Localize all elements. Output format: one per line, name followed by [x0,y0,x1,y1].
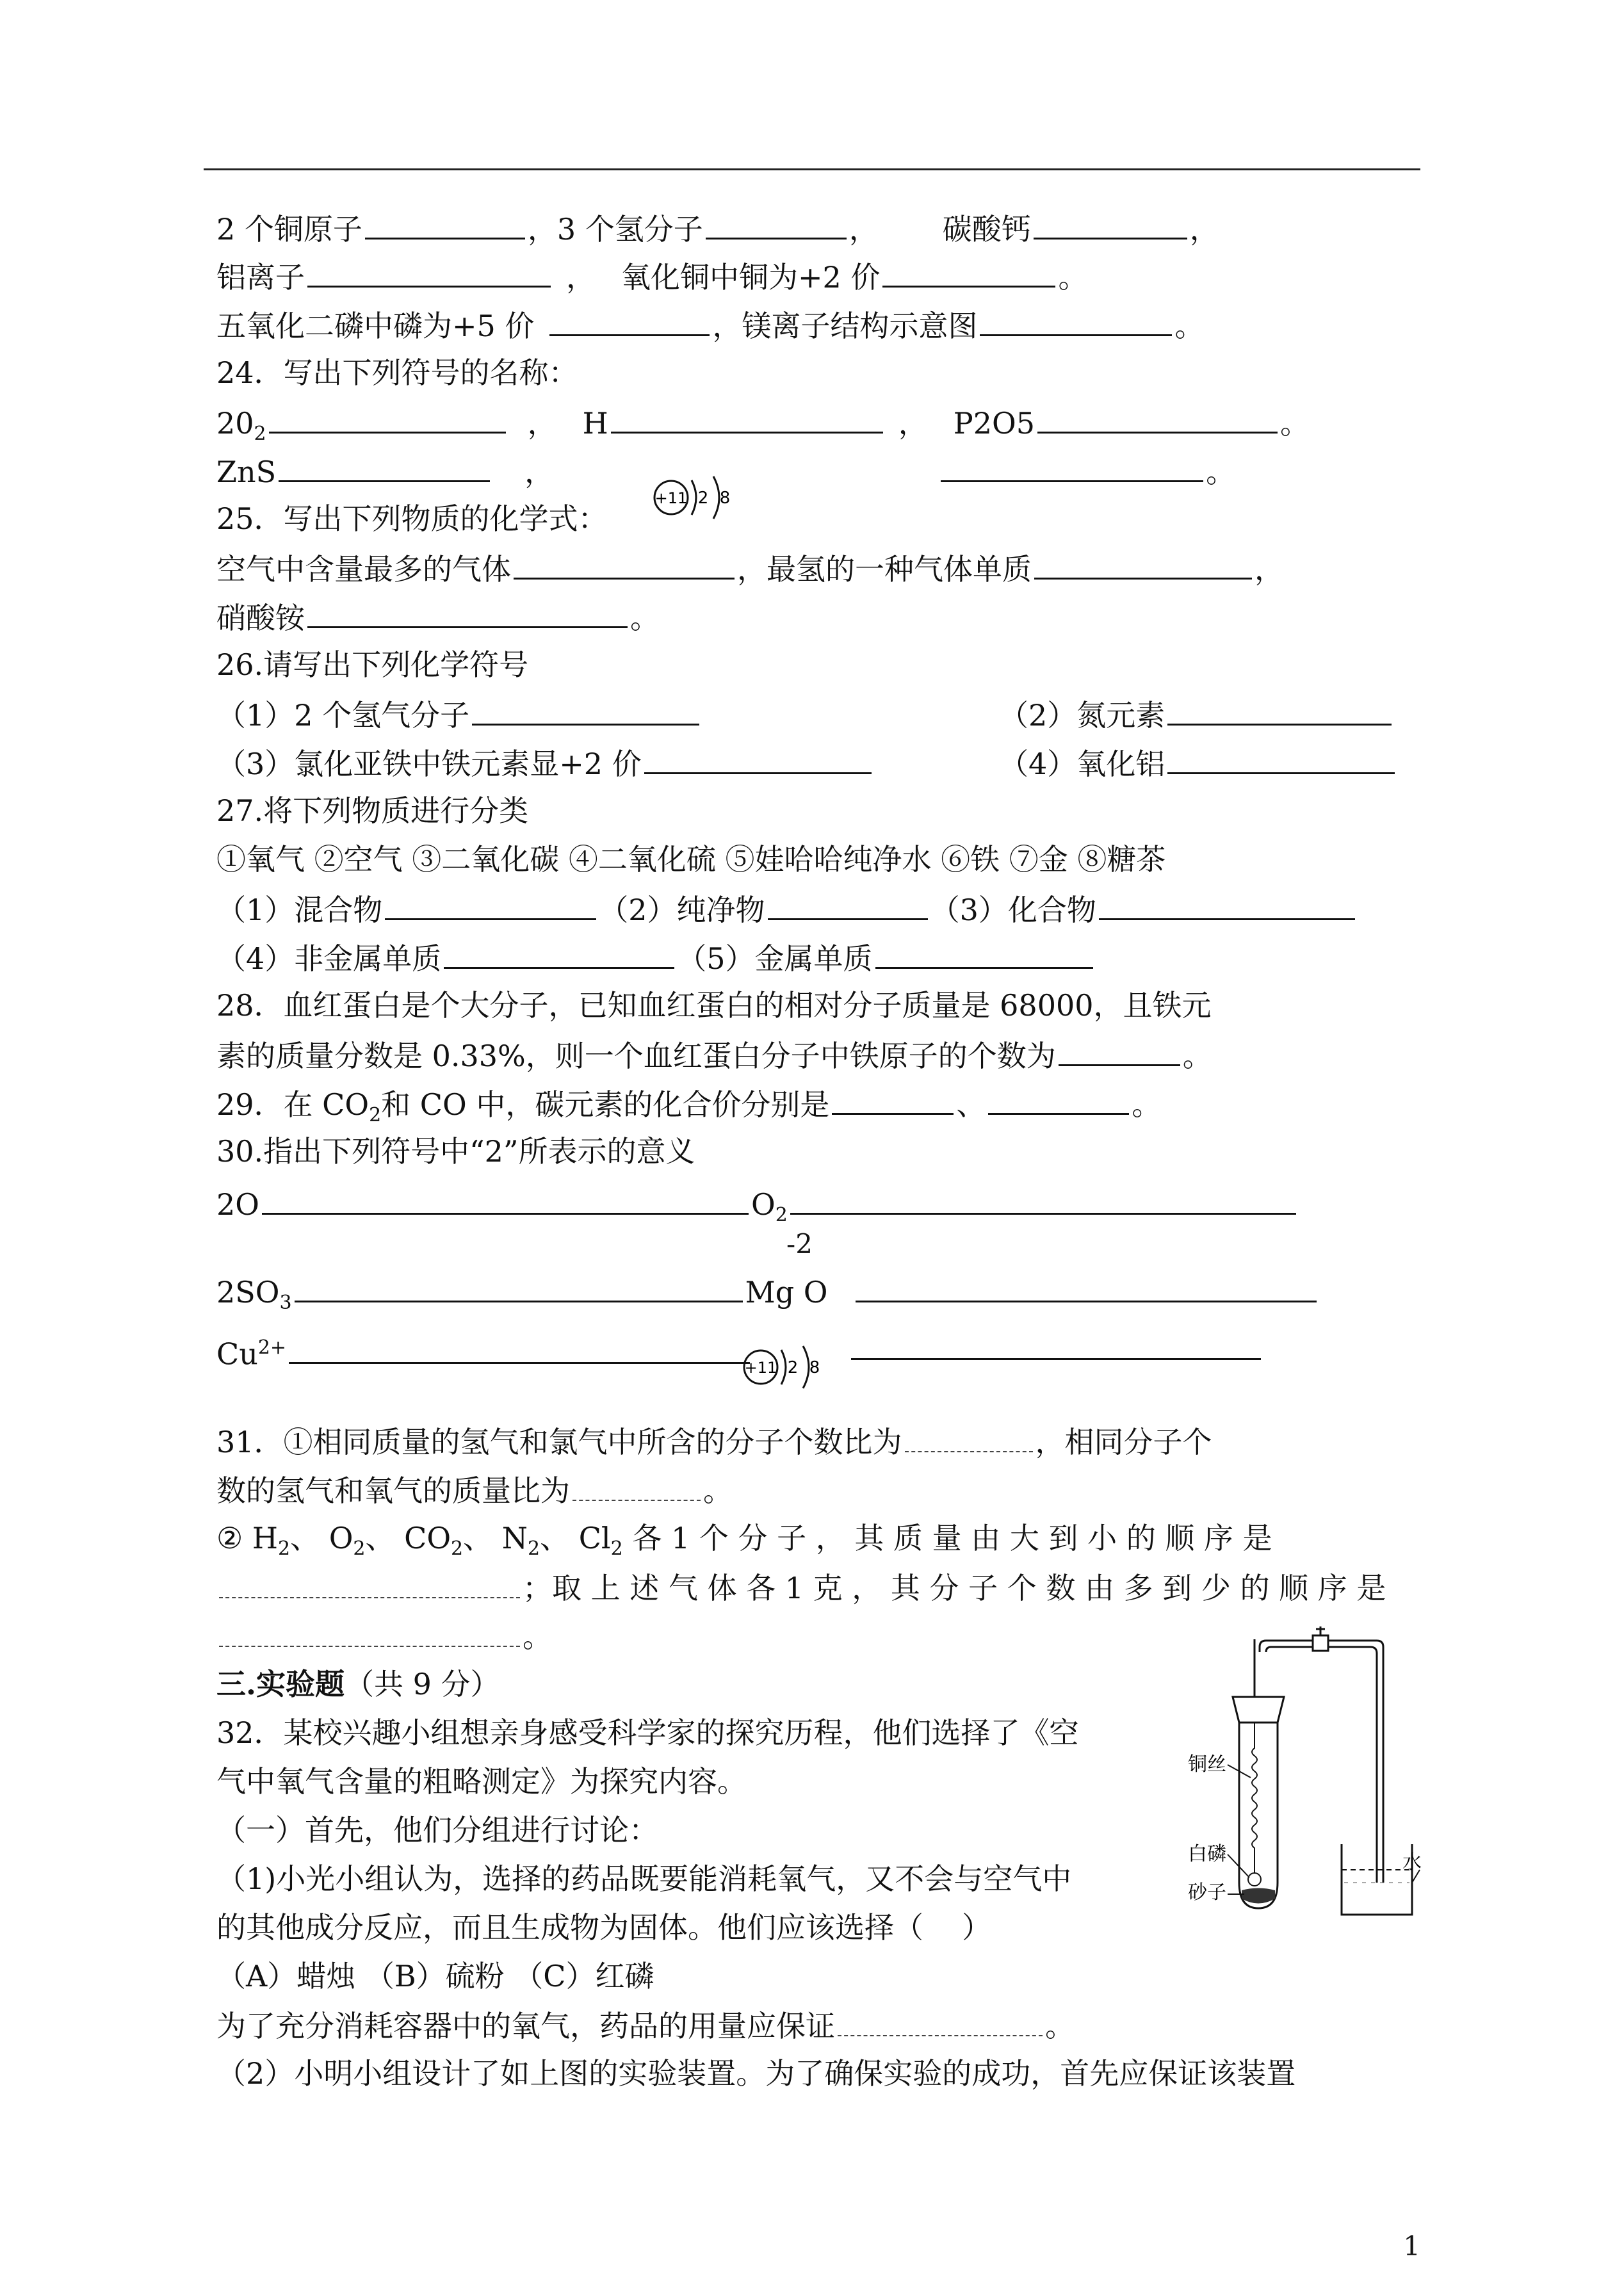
question-32-line5 [216,1908,991,1947]
answer-blank[interactable] [514,548,735,580]
section-title: 三.实验题 [216,1667,345,1701]
text: 31．①相同质量的氢气和氯气中所含的分子个数比为 [216,1425,902,1459]
text: 20 [216,406,254,441]
text: 、 O [290,1521,353,1555]
answer-blank[interactable] [706,208,847,239]
oxygen-measurement-apparatus-diagram [1188,1626,1425,1921]
question-29 [216,1083,1161,1135]
section-3-heading [216,1665,500,1703]
answer-blank[interactable] [1167,743,1395,774]
text: 五氧化二磷中磷为+5 价 [216,309,535,343]
text: ， [898,406,928,441]
answer-blank[interactable] [269,402,506,434]
text: ， [1255,552,1284,587]
text: 空气中含量最多的气体 [216,552,511,587]
answer-blank[interactable] [768,889,928,920]
text: Cu [216,1336,258,1372]
clamp [1313,1635,1328,1651]
text: H [582,406,608,441]
answer-blank[interactable] [219,1616,520,1647]
text: （3）氯化亚铁中铁元素显+2 价 [216,747,642,781]
question-32-line7 [216,2006,1075,2045]
shell-electrons: 2 [697,489,709,508]
answer-blank[interactable] [941,451,1203,482]
text: 。 [1182,1039,1212,1073]
answer-blank[interactable] [980,305,1172,336]
text: ；取 上 述 气 体 各 1 克 ， 其 分 子 个 数 由 多 到 少 的 顺 序 是 [523,1571,1386,1605]
text: （共 9 分） [345,1667,500,1701]
text: 2 个铜原子 [216,212,362,247]
line-22 [216,1183,1299,1235]
text: 。 [630,601,660,635]
question-27: 27.将下列物质进行分类 [216,793,529,828]
answer-blank[interactable] [219,1568,520,1598]
text: 2O [216,1187,259,1222]
text: 和 CO 中，碳元素的化合价分别是 [381,1087,830,1122]
rubber-stopper [1233,1697,1284,1723]
line-2 [216,256,1087,296]
sodium-ion-structure-diagram [736,1338,832,1396]
answer-blank[interactable] [611,402,883,434]
text: ， [524,455,555,489]
question-25: 25．写出下列物质的化学式： [216,501,608,536]
shell-electrons: 8 [809,1358,820,1377]
question-31-line1 [216,1422,1212,1461]
answer-blank[interactable] [838,2006,1043,2036]
text: 。 [1058,260,1088,295]
text: 、 Cl [540,1521,611,1555]
text: 为了充分消耗容器中的氧气，药品的用量应保证 [216,2009,835,2043]
subscript: 3 [279,1292,292,1315]
question-26: 26.请写出下列化学符号 [216,647,529,682]
text: 各 1 个 分 子 ， 其 质 量 由 大 到 小 的 顺 序 是 [622,1521,1272,1555]
text: 碳酸钙 [942,212,1031,247]
text: 、 CO [365,1521,451,1555]
line-9 [216,597,660,637]
answer-blank[interactable] [1034,548,1252,580]
question-32-line4: （1)小光小组认为，选择的药品既要能消耗氧气，又不会与空气中 [216,1861,1072,1896]
answer-blank[interactable] [1034,208,1187,239]
superscript: 2+ [257,1336,287,1359]
answer-blank[interactable] [856,1271,1317,1302]
text: Mg O [745,1275,828,1310]
question-30: 30.指出下列符号中“2”所表示的意义 [216,1134,695,1169]
sand [1242,1888,1275,1904]
text: （2）氮元素 [999,698,1165,733]
connecting-tube [1266,1647,1377,1883]
answer-blank[interactable] [307,256,551,288]
line-1 [216,208,1219,248]
text: 。 [1132,1087,1162,1122]
page-number: 1 [1403,2230,1420,2262]
line-11-right [999,694,1394,734]
label-sand: 砂子 [1188,1881,1226,1904]
text: （4）非金属单质 [216,941,442,976]
text: ，最氢的一种气体单质 [737,552,1032,587]
text: （3）化合物 [930,893,1096,927]
text: ，镁离子结构示意图 [712,309,978,343]
text: ， [849,212,879,247]
line-8 [216,548,1284,588]
question-31-line4 [216,1568,1386,1607]
shell-arc [781,1350,786,1384]
substance-list: ①氧气 ②空气 ③二氧化碳 ④二氧化硫 ⑤娃哈哈纯净水 ⑥铁 ⑦金 ⑧糖茶 [216,842,1166,877]
shell-arc [803,1346,809,1388]
question-32-line8: （2）小明小组设计了如上图的实验装置。为了确保实验的成功，首先应保证该装置 [216,2056,1296,2091]
text: （4）氧化铝 [999,747,1165,781]
nucleus-charge: +11 [744,1359,777,1377]
text: 、 N [463,1521,528,1555]
text: （2）纯净物 [599,893,765,927]
shell-arc [692,480,696,515]
answer-blank[interactable] [1059,1035,1180,1066]
text: 、 [956,1087,986,1122]
text: ， [566,260,596,295]
label-water: 水 [1402,1851,1422,1874]
answer-blank[interactable] [1167,694,1392,726]
line-12 [216,743,874,783]
line-16 [216,937,1096,978]
answer-blank[interactable] [444,937,674,969]
answer-blank[interactable] [572,1470,701,1501]
valence-mark: -2 [786,1228,813,1260]
line-15 [216,889,1358,929]
text: ） [962,1910,991,1945]
text: 。 [1279,406,1310,441]
shell-arc [713,476,719,519]
text: 。 [523,1619,552,1654]
answer-blank[interactable] [307,597,628,628]
answer-blank[interactable] [549,305,710,336]
header-rule [204,168,1420,170]
answer-blank[interactable] [905,1422,1033,1452]
nucleus-charge: +11 [654,489,688,507]
question-28-line2 [216,1035,1212,1075]
sodium-ion-structure-diagram [647,469,743,526]
text: （5）金属单质 [677,941,873,976]
answer-blank[interactable] [279,451,490,482]
shell-electrons: 8 [719,489,731,508]
line-11 [216,694,702,734]
line-5 [216,402,1310,453]
line-23 [216,1271,1319,1322]
text: （1）混合物 [216,893,383,927]
text: 硝酸铵 [216,601,305,635]
answer-blank[interactable] [832,1083,954,1115]
question-32-line2: 气中氧气含量的粗略测定》为探究内容。 [216,1764,747,1799]
text: ② H [216,1521,278,1555]
line-3 [216,305,1204,345]
text: ， [527,406,557,441]
answer-blank[interactable] [262,1183,749,1215]
answer-blank[interactable] [882,256,1055,288]
text: 的其他成分反应，而且生成物为固体。他们应该选择（ [216,1910,923,1945]
line-12-right [999,743,1397,783]
question-24: 24．写出下列符号的名称： [216,355,578,390]
answer-blank[interactable] [875,937,1093,969]
text: 。 [1045,2009,1075,2043]
shell-electrons: 2 [787,1358,799,1377]
subscript: 2 [254,423,266,446]
text: 2SO [216,1275,280,1310]
question-32-line3: （一）首先，他们分组进行讨论： [216,1813,658,1847]
text: 数的氢气和氧气的质量比为 [216,1473,570,1508]
text: 。 [1174,309,1205,343]
text: 。 [1206,455,1236,489]
answer-blank[interactable] [289,1333,750,1364]
answer-blank[interactable] [644,743,872,774]
text: P2O5 [953,406,1035,441]
question-31-line3: ② $H_2$、 $O_2$、 $CO_2$、 $N_2$、 $Cl_2$ 各 1 个 分 子 ， 其 质 量 由 大 到 小 的 顺 序 是 [216,1521,1272,1561]
text: （1）2 个氢气分子 [216,698,470,733]
answer-blank[interactable] [790,1183,1296,1215]
text: 铝离子 [216,260,305,295]
answer-blank[interactable] [1037,402,1278,434]
question-31-line5 [216,1616,552,1656]
subscript: 2 [369,1104,382,1127]
text: 29．在 CO [216,1087,369,1122]
text: O [751,1187,775,1222]
text: ， [1189,212,1219,247]
text: 氧化铜中铜为+2 价 [621,260,881,295]
text: ZnS [216,455,277,489]
line-24 [216,1329,752,1373]
question-31-line2 [216,1470,733,1510]
answer-blank[interactable] [988,1083,1129,1115]
label-white-phosphorus: 白磷 [1188,1843,1226,1865]
answer-blank[interactable] [851,1329,1261,1360]
label-copper-wire: 铜丝 [1188,1753,1226,1776]
line-24-right [849,1329,1263,1369]
text: 。 [703,1473,733,1508]
question-32-options: （A）蜡烛 （B）硫粉 （C）红磷 [216,1959,654,1993]
white-phosphorus [1248,1873,1261,1886]
answer-blank[interactable] [295,1271,743,1302]
copper-wire [1252,1723,1257,1876]
text: 素的质量分数是 0.33%，则一个血红蛋白分子中铁原子的个数为 [216,1039,1056,1073]
text: ，相同分子个 [1035,1425,1212,1459]
answer-blank[interactable] [385,889,596,920]
text: ，3 个氢分子 [527,212,703,247]
question-32-line1: 32．某校兴趣小组想亲身感受科学家的探究历程，他们选择了《空 [216,1715,1079,1750]
answer-blank[interactable] [1099,889,1355,920]
answer-blank[interactable] [472,694,699,726]
question-28-line1: 28．血红蛋白是个大分子，已知血红蛋白的相对分子质量是 68000，且铁元 [216,988,1212,1023]
subscript: 2 [775,1204,788,1227]
answer-blank[interactable] [365,208,525,239]
